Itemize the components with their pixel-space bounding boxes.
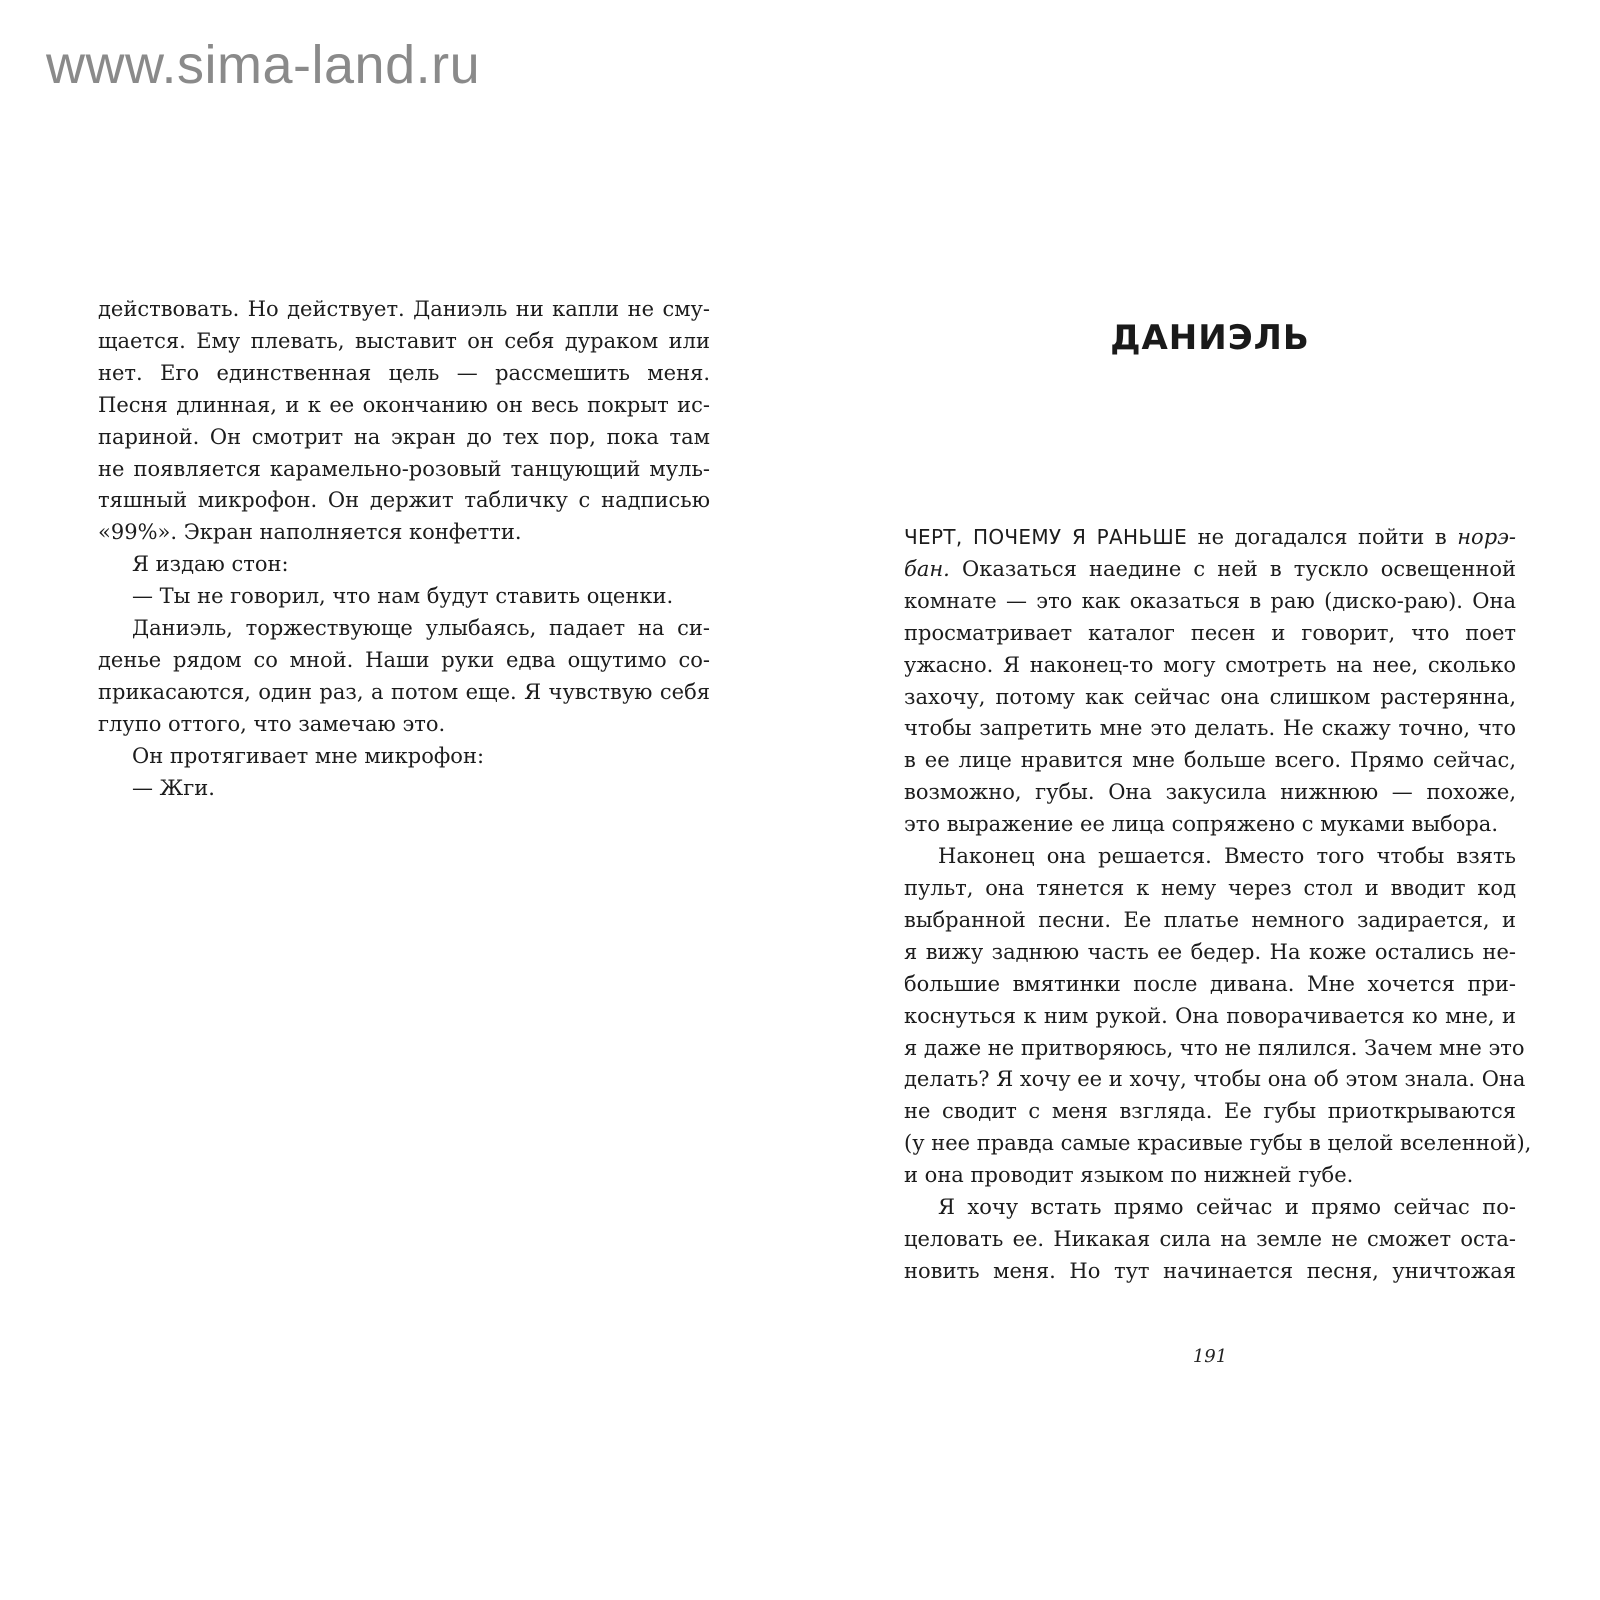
text-line: в ее лице нравится мне больше всего. Прямо сейчас, xyxy=(904,748,1516,773)
text-line: париной. Он смотрит на экран до тех пор, пока там xyxy=(98,424,710,449)
watermark: www.sima-land.ru xyxy=(46,35,481,95)
text-line: и она проводит языком по нижней губе. xyxy=(904,1163,1354,1188)
lead-text: не догадался пойти в xyxy=(1187,525,1458,549)
text-line: Наконец она решается. Вместо того чтобы взять xyxy=(938,844,1516,869)
text-line: выбранной песни. Ее платье немного задирается, и xyxy=(904,907,1516,932)
second-line-text: Оказаться наедине с ней в тускло освещенной xyxy=(949,556,1516,581)
text-line: делать? Я хочу ее и хочу, чтобы она об этом знала. Она xyxy=(904,1067,1526,1092)
text-line: чтобы запретить мне это делать. Не скажу точно, что xyxy=(904,716,1516,741)
text-line: действовать. Но действует. Даниэль ни капли не сму- xyxy=(98,297,710,321)
text-line-second xyxy=(904,554,1516,586)
text-line: глупо оттого, что замечаю это. xyxy=(98,711,446,736)
text-line: я даже не притворяюсь, что не пялился. Зачем мне это xyxy=(904,1035,1525,1060)
text-line: Песня длинная, и к ее окончанию он весь покрыт ис- xyxy=(98,392,710,417)
text-line-lead xyxy=(904,522,1516,554)
text-line: я вижу заднюю часть ее бедер. На коже остались не- xyxy=(904,939,1516,964)
text-line: Я издаю стон: xyxy=(132,552,289,577)
text-line: просматривает каталог песен и говорит, что поет xyxy=(904,620,1516,645)
lead-italic-word: норэ- xyxy=(1457,525,1516,549)
text-line: возможно, губы. Она закусила нижнюю — похоже, xyxy=(904,780,1516,805)
text-line: щается. Ему плевать, выставит он себя дураком или xyxy=(98,328,710,353)
text-line: Он протягивает мне микрофон: xyxy=(132,743,485,768)
page-number: 191 xyxy=(1192,1346,1228,1367)
text-line: пульт, она тянется к нему через стол и вводит код xyxy=(904,875,1516,900)
text-line: комнате — это как оказаться в раю (диско-раю). Она xyxy=(904,588,1516,613)
text-line: большие вмятинки после дивана. Мне хочется при- xyxy=(904,971,1516,996)
chapter-title: ДАНИЭЛЬ xyxy=(1110,318,1310,358)
text-line: нет. Его единственная цель — рассмешить меня. xyxy=(98,360,710,385)
lead-small-caps: ЧЕРТ, ПОЧЕМУ Я РАНЬШЕ xyxy=(904,525,1188,549)
text-line: новить меня. Но тут начинается песня, уничтожая xyxy=(904,1258,1516,1283)
text-line: тяшный микрофон. Он держит табличку с надписью xyxy=(98,488,710,513)
text-line: денье рядом со мной. Наши руки едва ощутимо со- xyxy=(98,647,710,672)
text-line: целовать ее. Никакая сила на земле не сможет оста- xyxy=(904,1226,1516,1251)
text-line: (у нее правда самые красивые губы в целой вселенной), xyxy=(904,1131,1532,1156)
text-line: Даниэль, торжествующе улыбаясь, падает на си- xyxy=(132,616,710,641)
text-line: не сводит с меня взгляда. Ее губы приоткрываются xyxy=(904,1099,1516,1124)
text-line: «99%». Экран наполняется конфетти. xyxy=(98,520,522,545)
text-line: это выражение ее лица сопряжено с муками выбора. xyxy=(904,812,1498,837)
left-page xyxy=(98,294,710,805)
text-line: прикасаются, один раз, а потом еще. Я чувствую себя xyxy=(98,679,710,704)
text-line: не появляется карамельно-розовый танцующий муль- xyxy=(98,456,710,481)
right-page xyxy=(904,522,1532,1288)
text-line: захочу, потому как сейчас она слишком растерянна, xyxy=(904,684,1516,709)
text-line: коснуться к ним рукой. Она поворачивается ко мне, и xyxy=(904,1003,1516,1028)
italic-word-continuation: бан. xyxy=(904,556,950,581)
text-line: — Ты не говорил, что нам будут ставить оценки. xyxy=(132,584,674,609)
text-line: Я хочу встать прямо сейчас и прямо сейчас по- xyxy=(938,1195,1516,1220)
text-line: — Жги. xyxy=(132,775,215,800)
text-line: ужасно. Я наконец-то могу смотреть на нее, сколько xyxy=(904,652,1516,677)
